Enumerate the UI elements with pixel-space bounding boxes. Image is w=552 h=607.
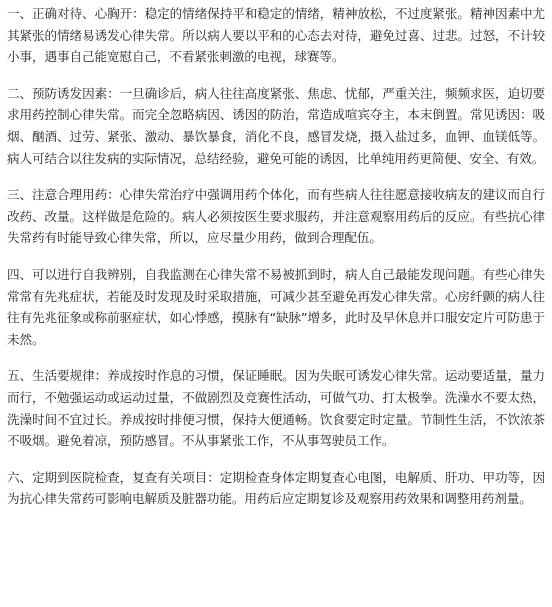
paragraph-prevent-triggers: 二、预防诱发因素：一旦确诊后，病人往往高度紧张、焦虑、忧郁，严重关注，频频求医，迫切要求用药控制心律失常。而完全忽略病因、诱因的防治，常造成喧宾夺主，本末倒置。常见诱因：吸烟、酗酒、过劳、紧张、激动、暴饮暴食，消化不良，感冒发烧，摄入盐过多，血钾、血镁低等。病人可结合以往发病的实际情况，总结经验，避免可能的诱因，比单纯用药更简便、安全、有效。 [7, 85, 545, 166]
paragraph-emotion: 一、正确对待、心胸开：稳定的情绪保持平和稳定的情绪，精神放松，不过度紧张。精神因素中尤其紧张的情绪易诱发心律失常。所以病人要以平和的心态去对待，避免过喜、过悲。过怒，不计较小事，遇事自己能宽慰自己，不看紧张刺激的电视，球赛等。 [7, 6, 545, 65]
paragraph-regular-life: 五、生活要规律：养成按时作息的习惯，保证睡眠。因为失眠可诱发心律失常。运动要适量，量力而行，不勉强运动或运动过量，不做剧烈及竞赛性活动，可做气功、打太极拳。洗澡水不要太热，洗澡时间不宜过长。养成按时排便习惯，保持大便通畅。饮食要定时定量。节制性生活，不饮浓茶不吸烟。避免着凉，预防感冒。不从事紧张工作，不从事驾驶员工作。 [7, 368, 545, 449]
paragraph-rational-medication: 三、注意合理用药：心律失常治疗中强调用药个体化，而有些病人往往愿意接收病友的建议而自行改药、改量。这样做是危险的。病人必须按医生要求服药，并注意观察用药后的反应。有些抗心律失常药有时能导致心律失常，所以，应尽量少用药，做到合理配伍。 [7, 187, 545, 246]
paragraph-regular-checkup: 六、定期到医院检查，复查有关项目：定期检查身体定期复查心电图，电解质、肝功、甲功等，因为抗心律失常药可影响电解质及脏器功能。用药后应定期复诊及观察用药效果和调整用药剂量。 [7, 469, 545, 507]
paragraph-self-monitoring: 四、可以进行自我辨别，自我监测在心律失常不易被抓到时，病人自己最能发现问题。有些心律失常常有先兆症状，若能及时发现及时采取措施，可减少甚至避免再发心律失常。心房纤颤的病人往往有先兆征象或称前驱症状，如心悸感，摸脉有“缺脉”增多，此时及早休息并口服安定片可防患于未然。 [7, 266, 545, 347]
